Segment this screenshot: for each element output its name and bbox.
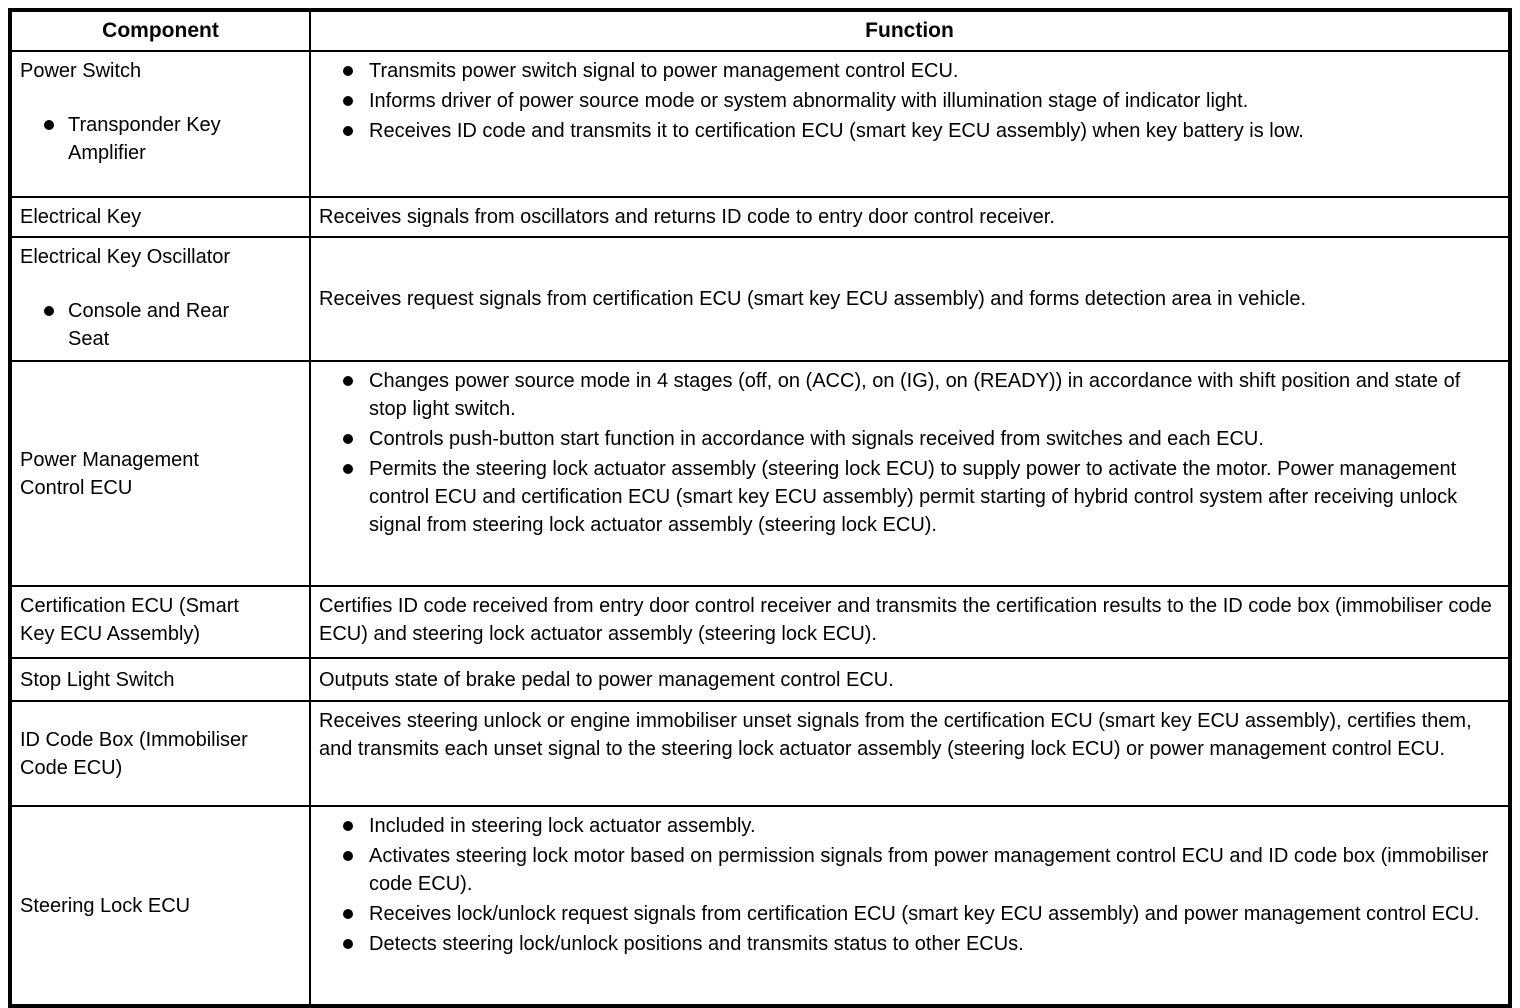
function-cell [310, 361, 1510, 586]
function-text: Receives signals from oscillators and returns ID code to entry door control receiver. [319, 206, 1055, 228]
function-text: Receives steering unlock or engine immobiliser unset signals from the certification ECU (smart key ECU assembly), certifies them, and transmits each unset signal to the steering lock actuator assembly (steering lock ECU) or power management control ECU. [319, 710, 1472, 760]
table-row-id-code-box [10, 701, 1510, 806]
function-cell [310, 701, 1510, 806]
table-row-electrical-key-oscillator [10, 237, 1510, 361]
function-bullet: Activates steering lock motor based on permission signals from power management control ECU and ID code box (immobiliser code ECU). [319, 842, 1500, 898]
function-bullet: Included in steering lock actuator assembly. [319, 812, 1500, 840]
component-title: Electrical Key [20, 206, 142, 228]
function-bullet: Receives lock/unlock request signals from certification ECU (smart key ECU assembly) and power management control ECU. [319, 900, 1500, 928]
table-row-power-management-control-ecu [10, 361, 1510, 586]
component-column-header: Component [10, 10, 310, 51]
component-title: Steering Lock ECU [20, 894, 191, 917]
function-cell [310, 658, 1510, 701]
function-bullet: Detects steering lock/unlock positions and transmits status to other ECUs. [319, 930, 1500, 958]
component-title: Power Management Control ECU [20, 448, 199, 499]
table-header [10, 10, 1510, 51]
component-cell [10, 197, 310, 237]
function-cell [310, 586, 1510, 658]
function-bullet: Transmits power switch signal to power management control ECU. [319, 57, 1500, 85]
function-cell [310, 197, 1510, 237]
table-row-steering-lock-ecu [10, 806, 1510, 1006]
component-title: Stop Light Switch [20, 668, 175, 691]
table-row-stop-light-switch [10, 658, 1510, 701]
component-cell [10, 586, 310, 658]
component-cell [10, 658, 310, 701]
component-title: Certification ECU (Smart Key ECU Assembly) [20, 595, 239, 645]
table-row-electrical-key [10, 197, 1510, 237]
component-sub-bullet: Transponder Key Amplifier [20, 111, 245, 167]
component-cell [10, 361, 310, 586]
component-cell [10, 701, 310, 806]
component-cell [10, 237, 310, 361]
function-text: Receives request signals from certification ECU (smart key ECU assembly) and forms detection area in vehicle. [319, 288, 1307, 310]
component-title: ID Code Box (Immobiliser Code ECU) [20, 728, 248, 779]
component-title: Electrical Key Oscillator [20, 246, 231, 268]
function-cell [310, 51, 1510, 197]
table-row-power-switch [10, 51, 1510, 197]
function-bullet: Informs driver of power source mode or system abnormality with illumination stage of indicator light. [319, 87, 1500, 115]
function-text: Outputs state of brake pedal to power management control ECU. [319, 668, 894, 691]
table-row-certification-ecu [10, 586, 1510, 658]
function-bullet: Changes power source mode in 4 stages (off, on (ACC), on (IG), on (READY)) in accordance with shift position and state of stop light switch. [319, 367, 1500, 423]
header-row [10, 10, 1510, 51]
function-column-header: Function [310, 10, 1510, 51]
function-bullet: Controls push-button start function in accordance with signals received from switches and each ECU. [319, 425, 1500, 453]
component-cell [10, 51, 310, 197]
component-title: Power Switch [20, 60, 142, 82]
function-bullet: Permits the steering lock actuator assembly (steering lock ECU) to supply power to activate the motor. Power management control ECU and certification ECU (smart key ECU assembly) permit starting of hybrid control system after receiving unlock signal from steering lock actuator assembly (steering lock ECU). [319, 455, 1500, 539]
function-cell [310, 237, 1510, 361]
function-cell [310, 806, 1510, 1006]
component-function-table [8, 8, 1512, 1008]
function-text: Certifies ID code received from entry door control receiver and transmits the certification results to the ID code box (immobiliser code ECU) and steering lock actuator assembly (steering lock ECU). [319, 595, 1492, 645]
function-bullet: Receives ID code and transmits it to certification ECU (smart key ECU assembly) when key battery is low. [319, 117, 1500, 145]
component-cell [10, 806, 310, 1006]
component-sub-bullet: Console and Rear Seat [20, 297, 245, 353]
table-body [10, 51, 1510, 1006]
